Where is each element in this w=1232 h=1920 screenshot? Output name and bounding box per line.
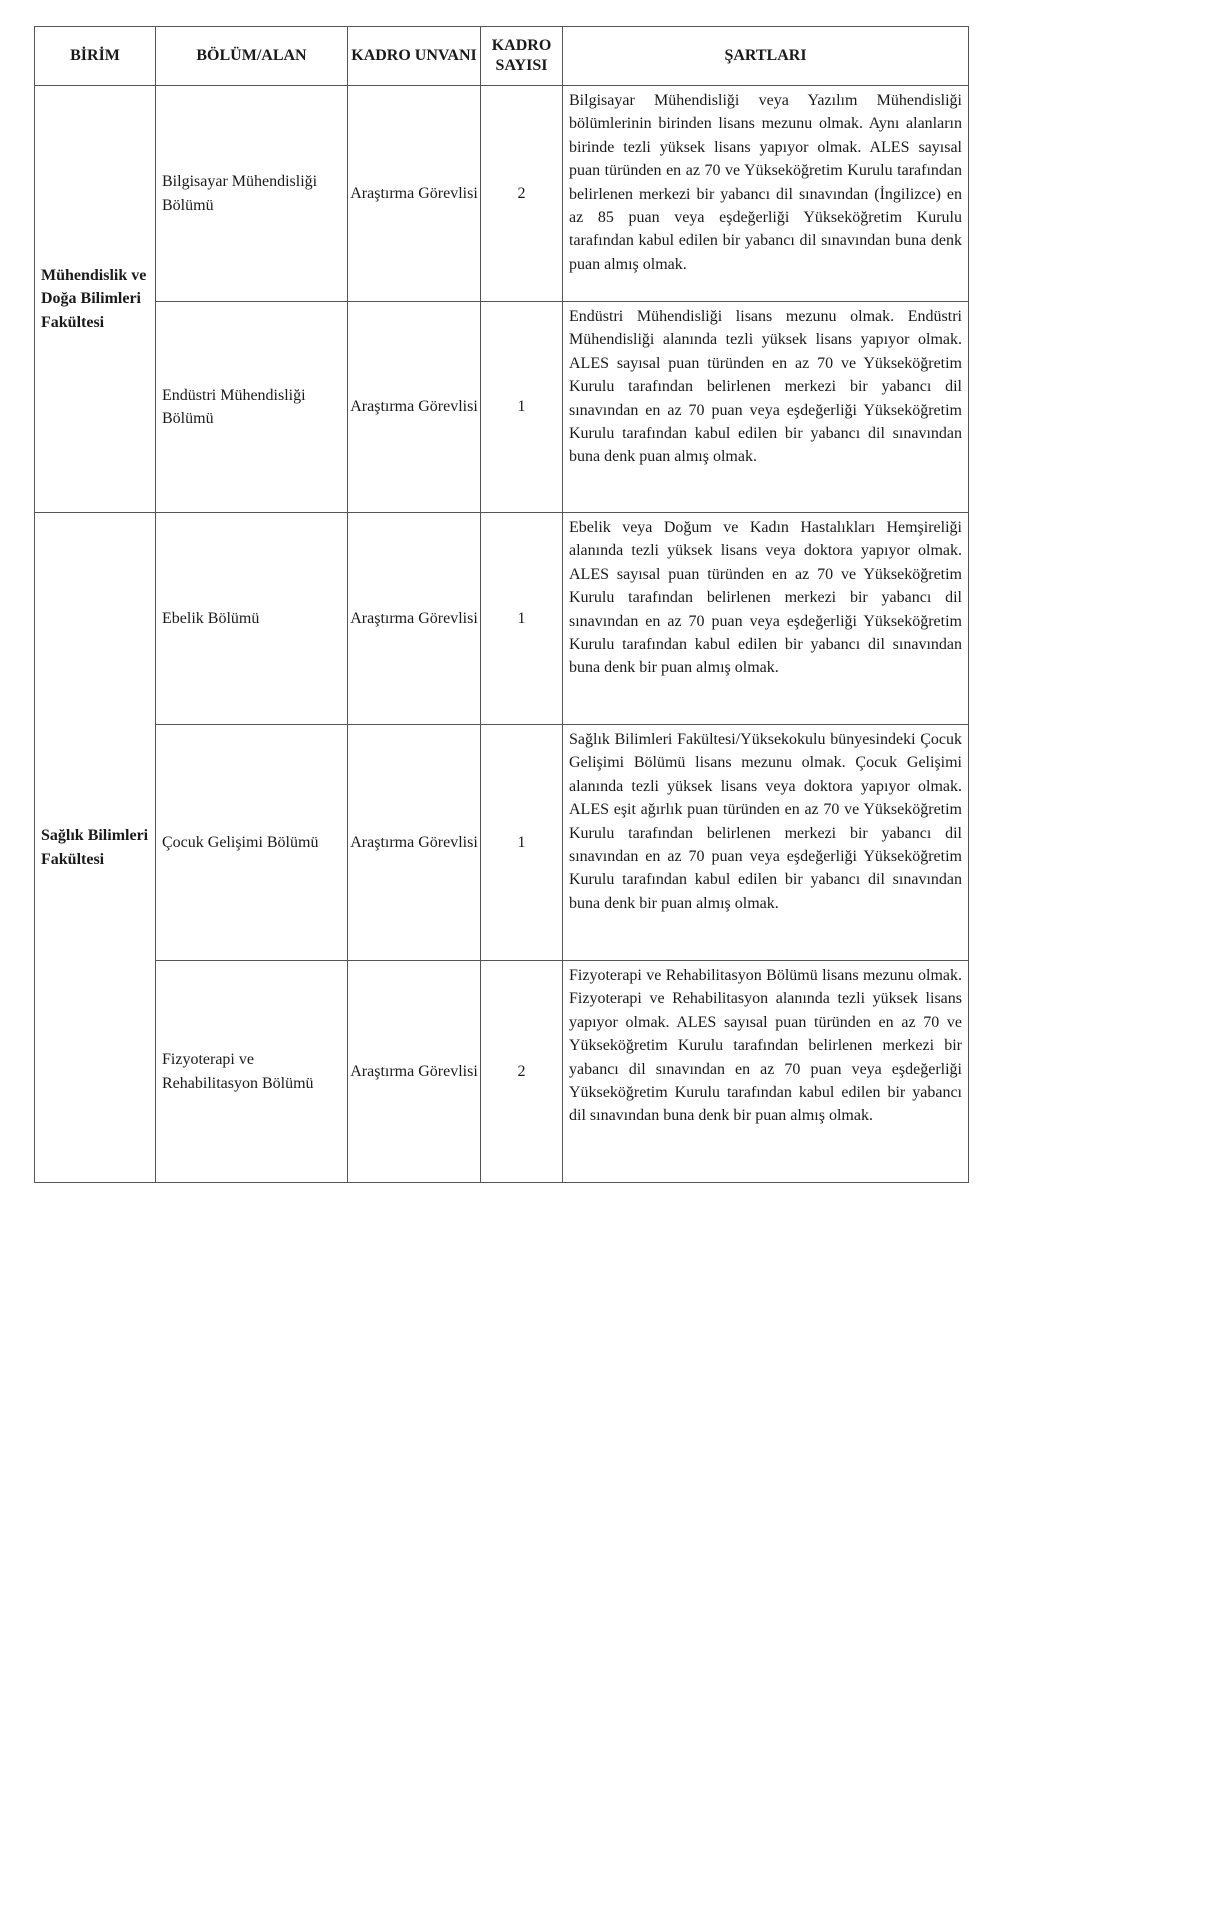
count-cell: 2 [481,961,563,1183]
count-cell: 2 [481,86,563,302]
requirements-cell: Fizyoterapi ve Rehabilitasyon Bölümü lisans mezunu olmak. Fizyoterapi ve Rehabilitasyon alanında tezli yüksek lisans yapıyor olmak. ALES sayısal puan türünden en az 70 ve Yükseköğretim Kurulu tarafından belirlenen merkezi bir yabancı dil sınavından en az 70 puan veya eşdeğerliği Yükseköğretim Kurulu tarafından kabul edilen bir yabancı dil sınavından buna denk bir puan almış olmak. [563,961,969,1183]
requirements-cell: Sağlık Bilimleri Fakültesi/Yüksekokulu bünyesindeki Çocuk Gelişimi Bölümü lisans mezunu olmak. Çocuk Gelişimi alanında tezli yüksek lisans veya doktora yapıyor olmak. ALES eşit ağırlık puan türünden en az 70 ve Yükseköğretim Kurulu tarafından belirlenen merkezi bir yabancı dil sınavından en az 70 puan veya eşdeğerliği Yükseköğretim Kurulu tarafından kabul edilen bir yabancı dil sınavından buna denk bir puan almış olmak. [563,725,969,961]
title-cell: Araştırma Görevlisi [348,513,481,725]
header-sartlar: ŞARTLARI [563,27,969,86]
positions-table [34,26,969,1183]
department-cell: Çocuk Gelişimi Bölümü [156,725,348,961]
header-bolum: BÖLÜM/ALAN [156,27,348,86]
table-row [35,513,969,725]
unit-cell: Mühendislik ve Doğa Bilimleri Fakültesi [35,86,156,513]
title-cell: Araştırma Görevlisi [348,961,481,1183]
unit-cell: Sağlık Bilimleri Fakültesi [35,513,156,1183]
department-cell: Endüstri Mühendisliği Bölümü [156,302,348,513]
count-cell: 1 [481,513,563,725]
count-cell: 1 [481,302,563,513]
department-cell: Bilgisayar Mühendisliği Bölümü [156,86,348,302]
requirements-cell: Ebelik veya Doğum ve Kadın Hastalıkları Hemşireliği alanında tezli yüksek lisans veya doktora yapıyor olmak. ALES sayısal puan türünden en az 70 ve Yükseköğretim Kurulu tarafından belirlenen merkezi bir yabancı dil sınavından en az 70 puan veya eşdeğerliği Yükseköğretim Kurulu tarafından kabul edilen bir yabancı dil sınavından buna denk bir puan almış olmak. [563,513,969,725]
table-header-row [35,27,969,86]
table-row [35,86,969,302]
department-cell: Fizyoterapi ve Rehabilitasyon Bölümü [156,961,348,1183]
header-sayi: KADRO SAYISI [481,27,563,86]
header-unvan: KADRO UNVANI [348,27,481,86]
header-birim: BİRİM [35,27,156,86]
requirements-cell: Bilgisayar Mühendisliği veya Yazılım Mühendisliği bölümlerinin birinden lisans mezunu olmak. Aynı alanların birinde tezli yüksek lisans yapıyor olmak. ALES sayısal puan türünden en az 70 ve Yükseköğretim Kurulu tarafından belirlenen merkezi bir yabancı dil sınavından (İngilizce) en az 85 puan veya eşdeğerliği Yükseköğretim Kurulu tarafından kabul edilen bir yabancı dil sınavından buna denk puan almış olmak. [563,86,969,302]
title-cell: Araştırma Görevlisi [348,86,481,302]
table-row [35,302,969,513]
requirements-cell: Endüstri Mühendisliği lisans mezunu olmak. Endüstri Mühendisliği alanında tezli yüksek lisans yapıyor olmak. ALES sayısal puan türünden en az 70 ve Yükseköğretim Kurulu tarafından belirlenen merkezi bir yabancı dil sınavından en az 70 puan veya eşdeğerliği Yükseköğretim Kurulu tarafından kabul edilen bir yabancı dil sınavından buna denk puan almış olmak. [563,302,969,513]
title-cell: Araştırma Görevlisi [348,725,481,961]
title-cell: Araştırma Görevlisi [348,302,481,513]
table-row [35,725,969,961]
department-cell: Ebelik Bölümü [156,513,348,725]
table-row [35,961,969,1183]
count-cell: 1 [481,725,563,961]
document-page [34,26,968,1183]
